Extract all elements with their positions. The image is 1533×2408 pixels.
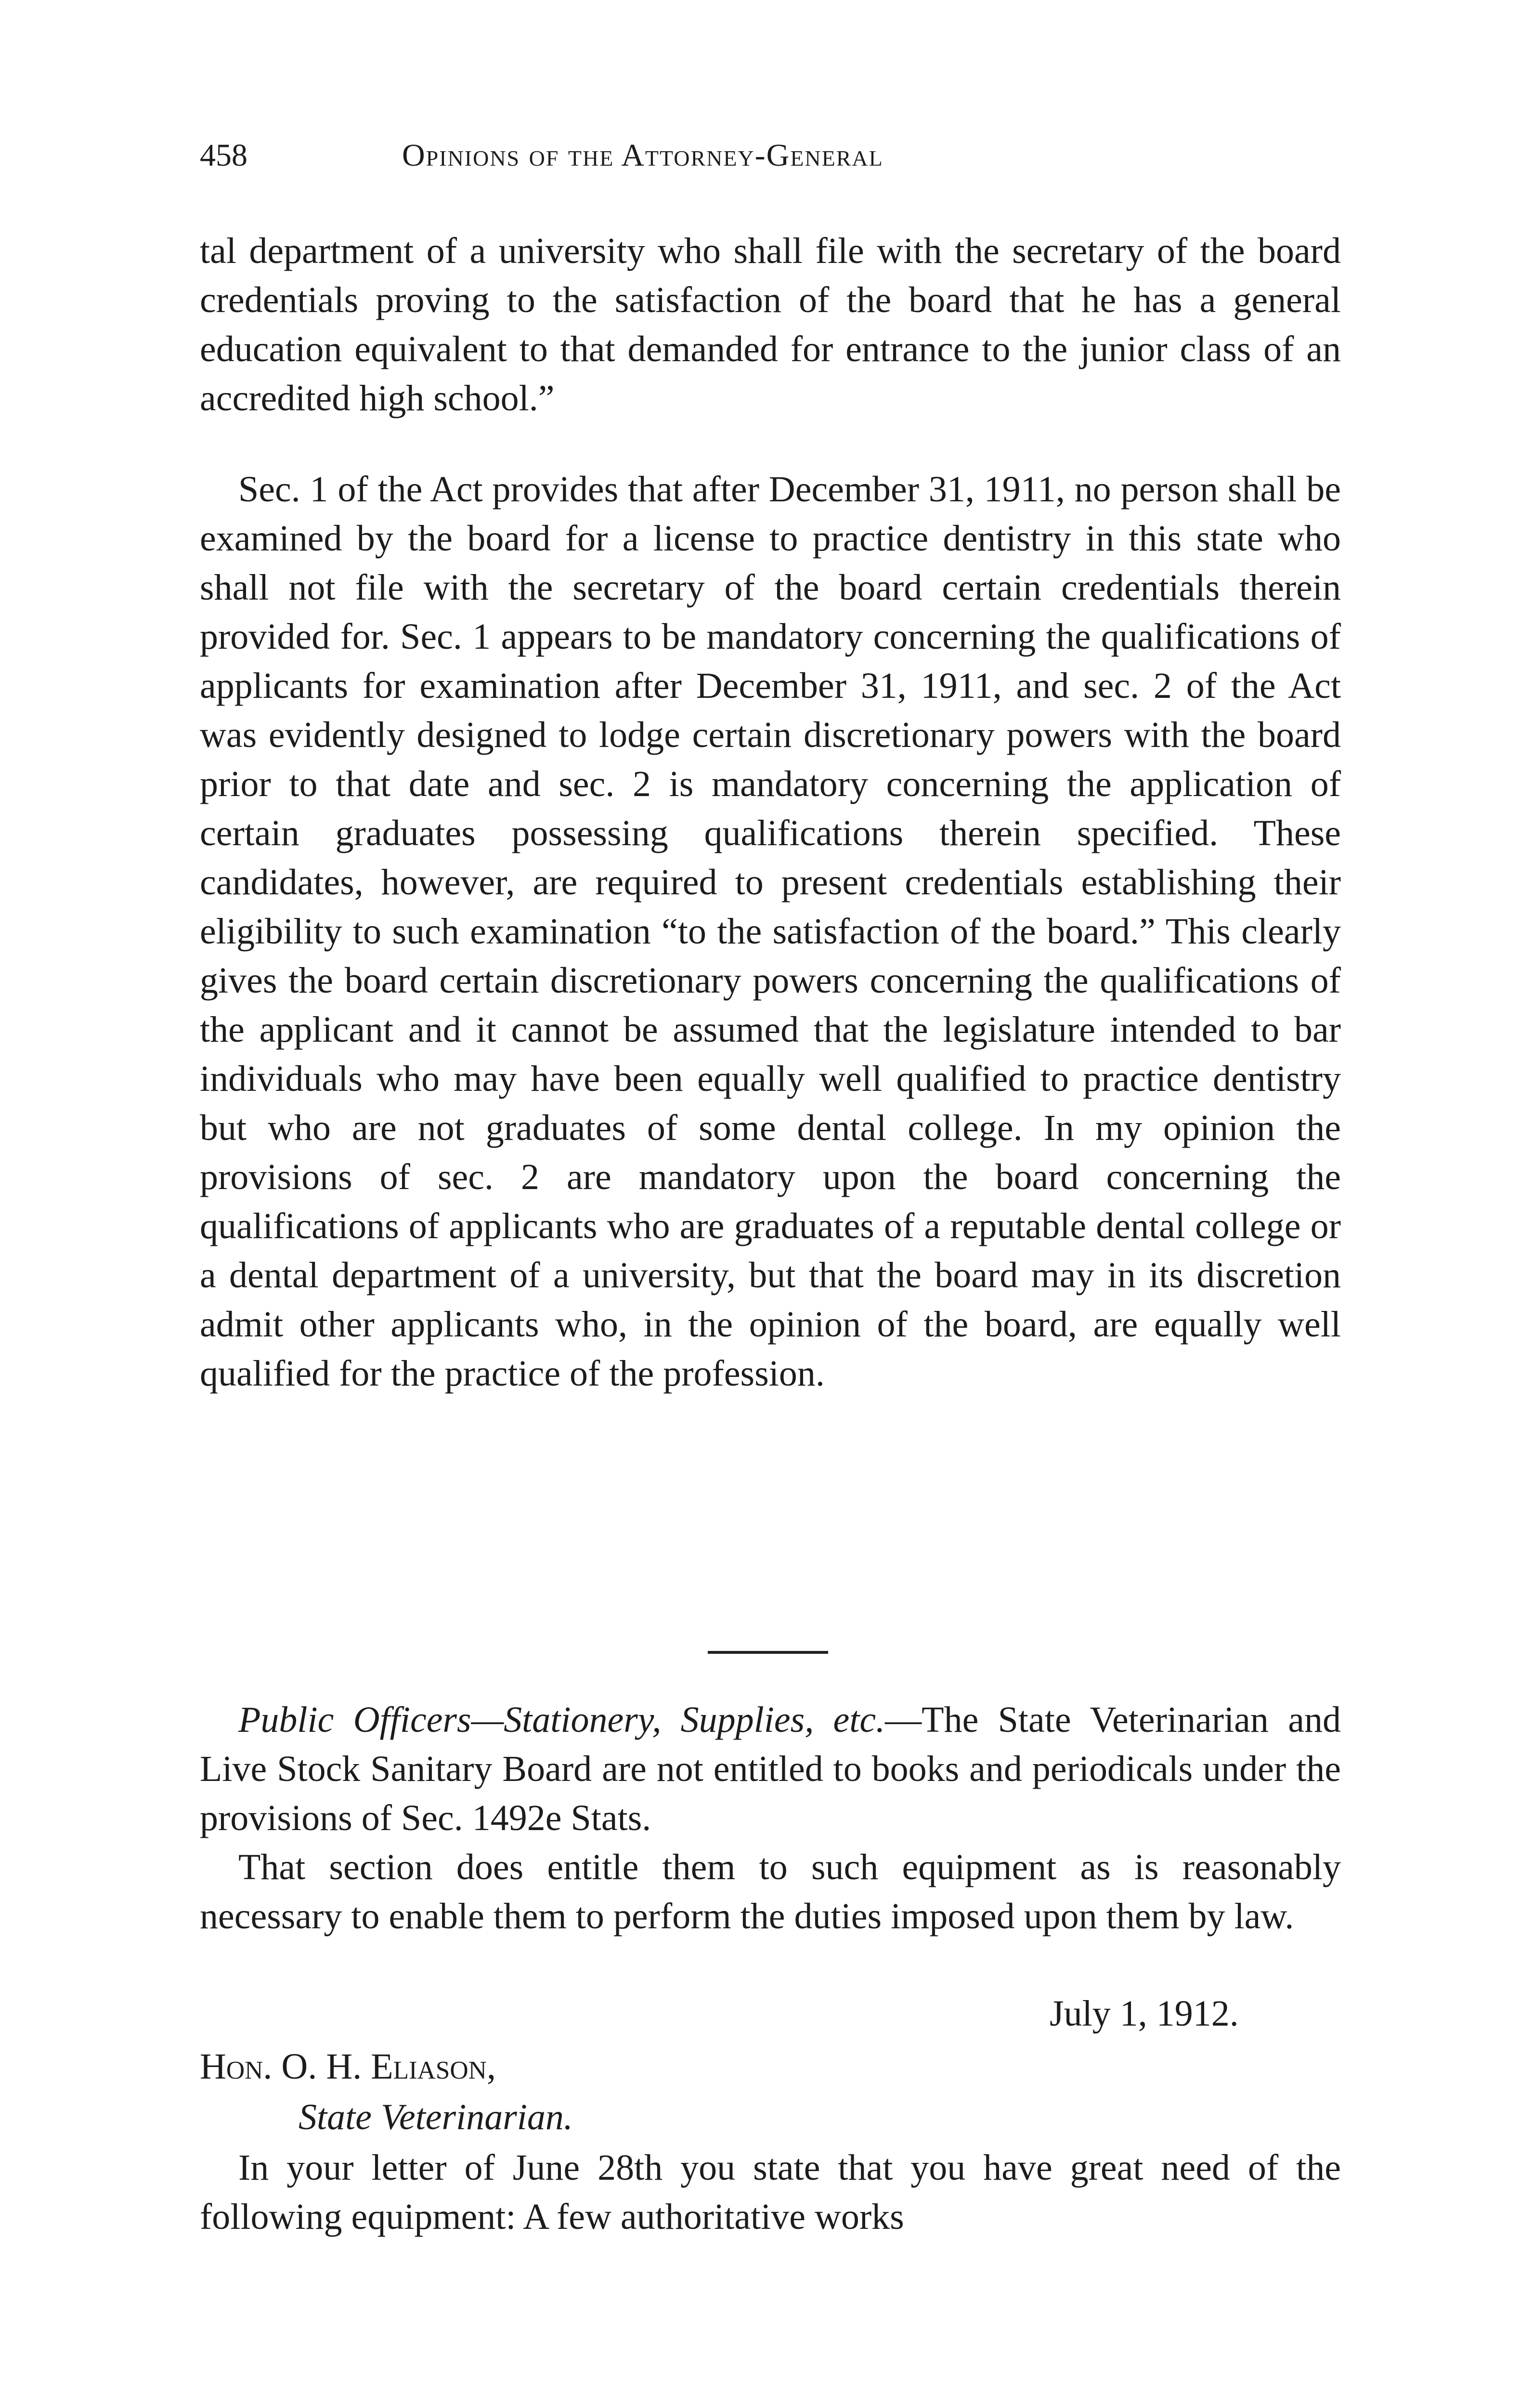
addressee-name: Hon. O. H. Eliason, <box>200 2046 496 2087</box>
syllabus-text-1: —The State Veterinarian and Live Stock Sanitary Board are not entitled to books and periodicals under the provisions of Sec. 1492e Stats. <box>200 1700 1341 1838</box>
syllabus-topic: Public Officers—Stationery, Supplies, etc. <box>238 1700 885 1740</box>
letter-opening: In your letter of June 28th you state that you have great need of the following equipment: A few authoritative works <box>200 2147 1341 2237</box>
opinion-date: July 1, 1912. <box>1050 1993 1239 2034</box>
syllabus-first-paragraph <box>200 1695 1341 1843</box>
continuation-paragraph-text: tal department of a university who shall file with the secretary of the board credentials proving to the satisfaction of the board that he has a general education equivalent to that demanded for entrance to the junior class of an accredited high school.” <box>200 231 1341 419</box>
continuation-paragraph <box>200 226 1341 423</box>
section-divider <box>708 1651 828 1654</box>
main-paragraph-text: Sec. 1 of the Act provides that after December 31, 1911, no person shall be examined by the board for a license to practice dentistry in this state who shall not file with the secretary of the board certain credentials therein provided for. Sec. 1 appears to be mandatory concerning the qualifications of applicants for examination after December 31, 1911, and sec. 2 of the Act was evidently designed to lodge certain discretionary powers with the board prior to that date and sec. 2 is mandatory concerning the application of certain graduates possessing qualifications therein specified. These candidates, however, are required to present credentials establishing their eligibility to such examination “to the satisfaction of the board.” This clearly gives the board certain discretionary powers concerning the qualifications of the applicant and it cannot be assumed that the legislature intended to bar individuals who may have been equally well qualified to practice dentistry but who are not graduates of some dental college. In my opinion the provisions of sec. 2 are mandatory upon the board concerning the qualifications of applicants who are graduates of a reputable dental college or a dental department of a university, but that the board may in its discretion admit other applicants who, in the opinion of the board, are equally well qualified for the practice of the profession. <box>200 469 1341 1394</box>
running-head: Opinions of the Attorney-General <box>402 138 883 173</box>
opinion-syllabus <box>200 1695 1341 1941</box>
addressee-title: State Veterinarian. <box>299 2097 573 2137</box>
page-header <box>200 137 1341 181</box>
main-paragraph <box>200 465 1341 1398</box>
page-number: 458 <box>200 138 247 173</box>
syllabus-text-2: That section does entitle them to such equipment as is reasonably necessary to enable them to perform the duties imposed upon them by law. <box>200 1847 1341 1937</box>
